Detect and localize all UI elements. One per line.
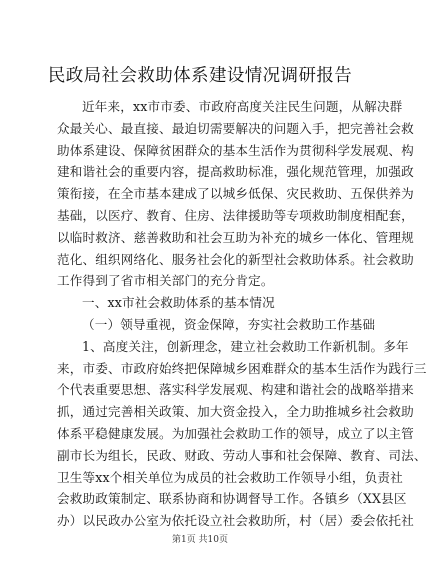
paragraph-line: 体系平稳健康发展。为加强社会救助工作的领导，成立了以主管 <box>57 425 414 441</box>
paragraph-line: 会救助政策制定、联系协商和协调督导工作。各镇乡（XX县区 <box>57 491 407 507</box>
paragraph-line: 建和谐社会的重要内容，提高救助标准，强化规范管理，加强政 <box>57 164 414 180</box>
paragraph-line: 卫生等xx个相关单位为成员的社会救助工作领导小组，负责社 <box>57 469 403 485</box>
paragraph-line: 以临时救济、慈善救助和社会互助为补充的城乡一体化、管理规 <box>57 229 414 245</box>
paragraph-line: 策衔接，在全市基本建成了以城乡低保、灾民救助、五保供养为 <box>57 186 414 202</box>
paragraph-line: 办）以民政办公室为依托设立社会救助所，村（居）委会依托社 <box>57 513 414 529</box>
paragraph-line: 近年来，xx市市委、市政府高度关注民生问题，从解决群 <box>82 99 403 114</box>
paragraph-line: 基础，以医疗、教育、住房、法律援助等专项救助制度相配套， <box>57 207 414 223</box>
page-number: 第1页 共10页 <box>171 535 229 545</box>
paragraph-line: 工作得到了省市相关部门的充分肯定。 <box>57 273 274 289</box>
paragraph-line: 助体系建设、保障贫困群众的基本生活作为贯彻科学发展观、构 <box>57 142 414 158</box>
paragraph-line: 个代表重要思想、落实科学发展观、构建和谐社会的战略举措来 <box>57 382 414 398</box>
paragraph-line: 副市长为组长，民政、财政、劳动人事和社会保障、教育、司法、 <box>57 447 427 463</box>
paragraph-line: 抓，通过完善相关政策、加大资金投入，全力助推城乡社会救助 <box>57 404 414 420</box>
paragraph-line: 众最关心、最直接、最迫切需要解决的问题入手，把完善社会救 <box>57 120 414 136</box>
paragraph-line: 来，市委、市政府始终把保障城乡困难群众的基本生活作为践行三 <box>57 360 427 376</box>
paragraph-line: 范化、组织网络化、服务社会化的新型社会救助体系。社会救助 <box>57 251 414 267</box>
document-body <box>57 96 427 532</box>
document-title: 民政局社会救助体系建设情况调研报告 <box>47 66 353 86</box>
section-heading: 一、xx市社会救助体系的基本情况 <box>82 295 275 311</box>
subsection-heading: （一）领导重视，资金保障，夯实社会救助工作基础 <box>82 316 376 332</box>
paragraph-line: 1、高度关注，创新理念，建立社会救助工作新机制。多年 <box>82 338 409 354</box>
